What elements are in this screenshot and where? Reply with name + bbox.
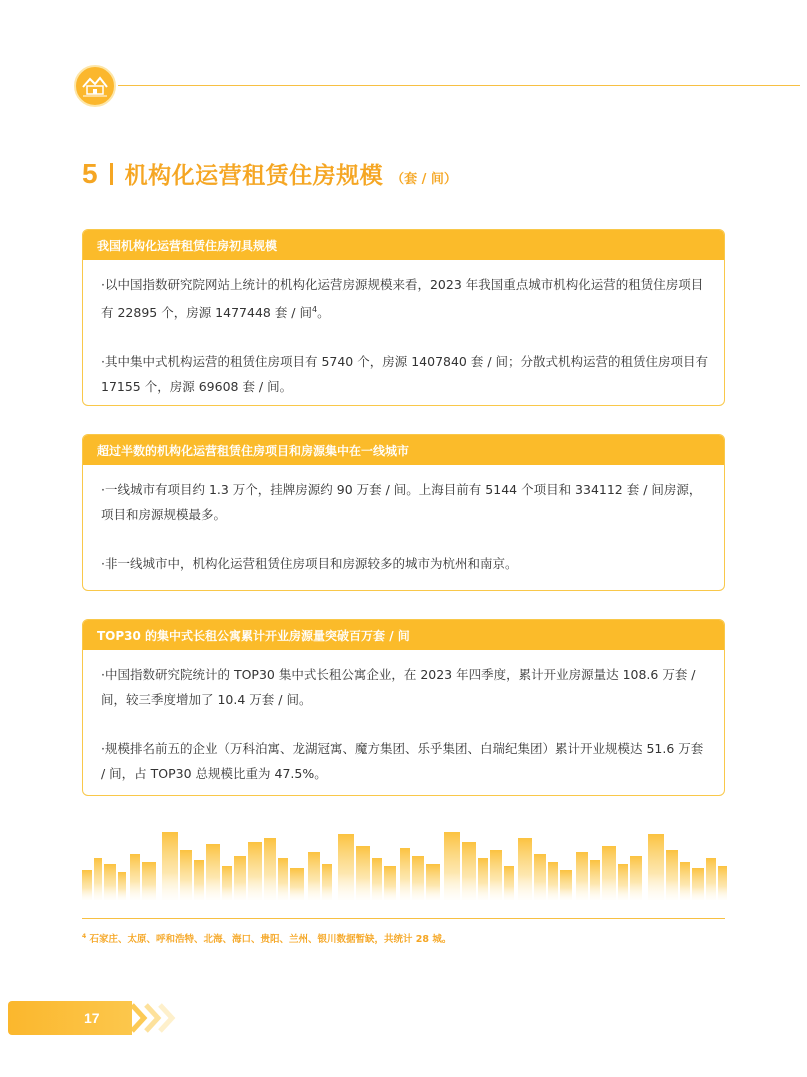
house-logo-icon — [80, 73, 110, 99]
page-number: 17 — [84, 1010, 100, 1026]
logo-icon — [74, 65, 116, 107]
card-title: 我国机构化运营租赁住房初具规模 — [83, 230, 724, 260]
chevron-right-icon — [128, 1001, 188, 1035]
card-paragraph: ·以中国指数研究院网站上统计的机构化运营房源规模来看，2023 年我国重点城市机构化运营的租赁住房项目有 22895 个，房源 1477448 套 / 间$^4$。 — [101, 277, 704, 321]
city-skyline-illustration — [82, 828, 727, 900]
section-title — [82, 157, 457, 193]
card-paragraph: ·规模排名前五的企业（万科泊寓、龙湖冠寓、魔方集团、乐乎集团、白瑞纪集团）累计开业规模达 51.6 万套 / 间，占 TOP30 总规模比重为 47.5%。 — [101, 741, 704, 781]
section-title-bar — [110, 163, 113, 185]
header-divider — [118, 85, 800, 86]
card-title: 超过半数的机构化运营租赁住房项目和房源集中在一线城市 — [83, 435, 724, 465]
info-card-2 — [82, 434, 725, 591]
section-title-unit: （套 / 间） — [391, 172, 457, 187]
page-number-tab — [8, 1001, 132, 1035]
card-paragraph: ·中国指数研究院统计的 TOP30 集中式长租公寓企业，在 2023 年四季度，累计开业房源量达 108.6 万套 / 间，较三季度增加了 10.4 万套 / 间。 — [101, 667, 696, 707]
card-paragraph: ·非一线城市中，机构化运营租赁住房项目和房源较多的城市为杭州和南京。 — [101, 556, 518, 571]
footnote-divider — [82, 918, 725, 919]
info-card-3 — [82, 619, 725, 796]
section-title-text: 机构化运营租赁住房规模 — [124, 163, 384, 189]
card-paragraph: ·一线城市有项目约 1.3 万个，挂牌房源约 90 万套 / 间。上海目前有 5144 个项目和 334112 套 / 间房源，项目和房源规模最多。 — [101, 482, 702, 522]
footnote: $^4$ 石家庄、太原、呼和浩特、北海、海口、贵阳、兰州、银川数据暂缺，共统计 28 城。 — [82, 932, 452, 945]
info-card-1 — [82, 229, 725, 406]
section-number: 5 — [82, 158, 98, 189]
card-title: TOP30 的集中式长租公寓累计开业房源量突破百万套 / 间 — [83, 620, 724, 650]
card-paragraph: ·其中集中式机构运营的租赁住房项目有 5740 个，房源 1407840 套 / 间；分散式机构运营的租赁住房项目有 17155 个，房源 69608 套 / 间。 — [101, 354, 709, 395]
